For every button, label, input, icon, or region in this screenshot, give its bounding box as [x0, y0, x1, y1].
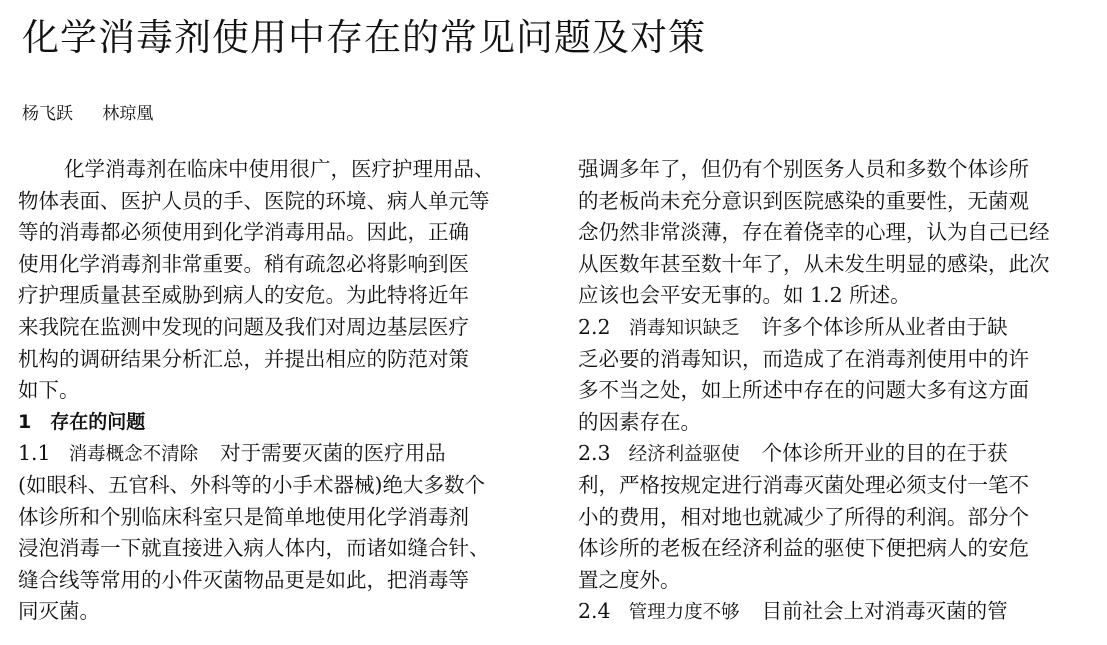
subsection-first-line	[578, 312, 1098, 344]
paragraph-text: 对于需要灭菌的医疗用品	[220, 441, 446, 466]
paragraph-line: 小的费用，相对地也就减少了所得的利润。部分个	[578, 504, 1029, 529]
paragraph-line: 同灭菌。	[18, 599, 100, 624]
paragraph-line: 浸泡消毒一下就直接进入病人体内，而诸如缝合针、	[18, 536, 490, 561]
paragraph-line: 利，严格按规定进行消毒灭菌处理必须支付一笔不	[578, 472, 1029, 497]
paragraph-line: 应该也会平安无事的。如 1.2 所述。	[578, 283, 911, 308]
paragraph-line: 置之度外。	[578, 567, 681, 592]
paragraph-line: 化学消毒剂在临床中使用很广，医疗护理用品、	[64, 157, 495, 181]
left-column	[18, 154, 538, 628]
paragraph-line: 乏必要的消毒知识，而造成了在消毒剂使用中的许	[578, 346, 1029, 371]
paragraph-line: 的因素存在。	[578, 409, 701, 434]
paragraph-line: 等的消毒都必须使用到化学消毒用品。因此，正确	[18, 220, 469, 245]
author-name: 林琼凰	[102, 104, 154, 124]
paragraph-line: 从医数年甚至数十年了，从未发生明显的感染，此次	[578, 251, 1050, 276]
paragraph-line: 的老板尚未充分意识到医院感染的重要性，无菌观	[578, 188, 1029, 213]
paragraph-text: 个体诊所开业的目的在于获	[761, 441, 1008, 466]
subsection-number: 2.3	[578, 441, 611, 466]
subsection-first-line	[578, 438, 1098, 470]
section-heading: 1 存在的问题	[18, 410, 146, 433]
paragraph-line: 体诊所和个别临床科室只是简单地使用化学消毒剂	[18, 504, 469, 529]
author-line	[22, 102, 177, 126]
paragraph-line: 多不当之处，如上所述中存在的问题大多有这方面	[578, 378, 1029, 403]
paragraph-text: 目前社会上对消毒灭菌的管	[761, 599, 1008, 624]
subsection-number: 1.1	[18, 441, 51, 466]
paragraph-line: 强调多年了，但仍有个别医务人员和多数个体诊所	[578, 157, 1029, 181]
paragraph-line: 来我院在监测中发现的问题及我们对周边基层医疗	[18, 314, 469, 339]
paragraph-line: 物体表面、医护人员的手、医院的环境、病人单元等	[18, 188, 490, 213]
subsection-number: 2.4	[578, 599, 611, 624]
subsection-first-line	[578, 596, 1098, 628]
paragraph-line: 如下。	[18, 378, 80, 403]
right-column	[578, 154, 1098, 628]
subsection-first-line	[18, 438, 538, 470]
paragraph-line: 念仍然非常淡薄，存在着侥幸的心理，认为自己已经	[578, 220, 1050, 245]
article-title: 化学消毒剂使用中存在的常见问题及对策	[22, 16, 706, 59]
subsection-title: 管理力度不够	[628, 602, 740, 624]
paragraph-line: 使用化学消毒剂非常重要。稍有疏忽必将影响到医	[18, 251, 469, 276]
paragraph-line: 体诊所的老板在经济利益的驱使下便把病人的安危	[578, 536, 1029, 561]
subsection-title: 消毒知识缺乏	[628, 317, 740, 339]
paragraph-line: 疗护理质量甚至威胁到病人的安危。为此特将近年	[18, 283, 469, 308]
subsection-title: 经济利益驱使	[628, 444, 740, 466]
paragraph-text: 许多个体诊所从业者由于缺	[761, 314, 1008, 339]
paragraph-line: (如眼科、五官科、外科等的小手术器械)绝大多数个	[18, 472, 485, 497]
paragraph-line: 缝合线等常用的小件灭菌物品更是如此，把消毒等	[18, 567, 469, 592]
author-name: 杨飞跃	[22, 104, 73, 124]
subsection-title: 消毒概念不清除	[68, 444, 199, 466]
paragraph-line: 机构的调研结果分析汇总，并提出相应的防范对策	[18, 346, 469, 371]
subsection-number: 2.2	[578, 314, 611, 339]
